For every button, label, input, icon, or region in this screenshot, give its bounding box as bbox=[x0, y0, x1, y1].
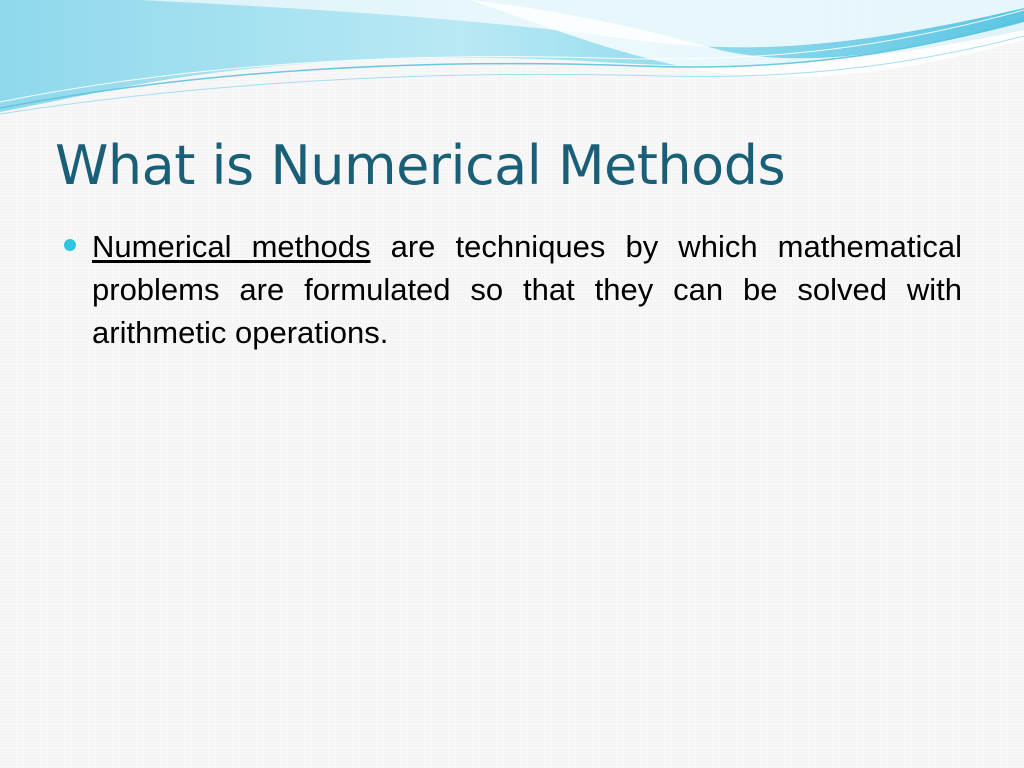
bullet-dot-icon bbox=[64, 239, 76, 251]
header-wave-decoration bbox=[0, 0, 1024, 130]
bullet-list bbox=[62, 225, 962, 354]
slide-title: What is Numerical Methods bbox=[55, 134, 786, 197]
bullet-term: Numerical methods bbox=[92, 229, 371, 264]
bullet-item bbox=[62, 225, 962, 354]
bullet-text: are techniques by which mathematical problems are formulated so that they can be solved with arithmetic operations. bbox=[92, 229, 962, 350]
